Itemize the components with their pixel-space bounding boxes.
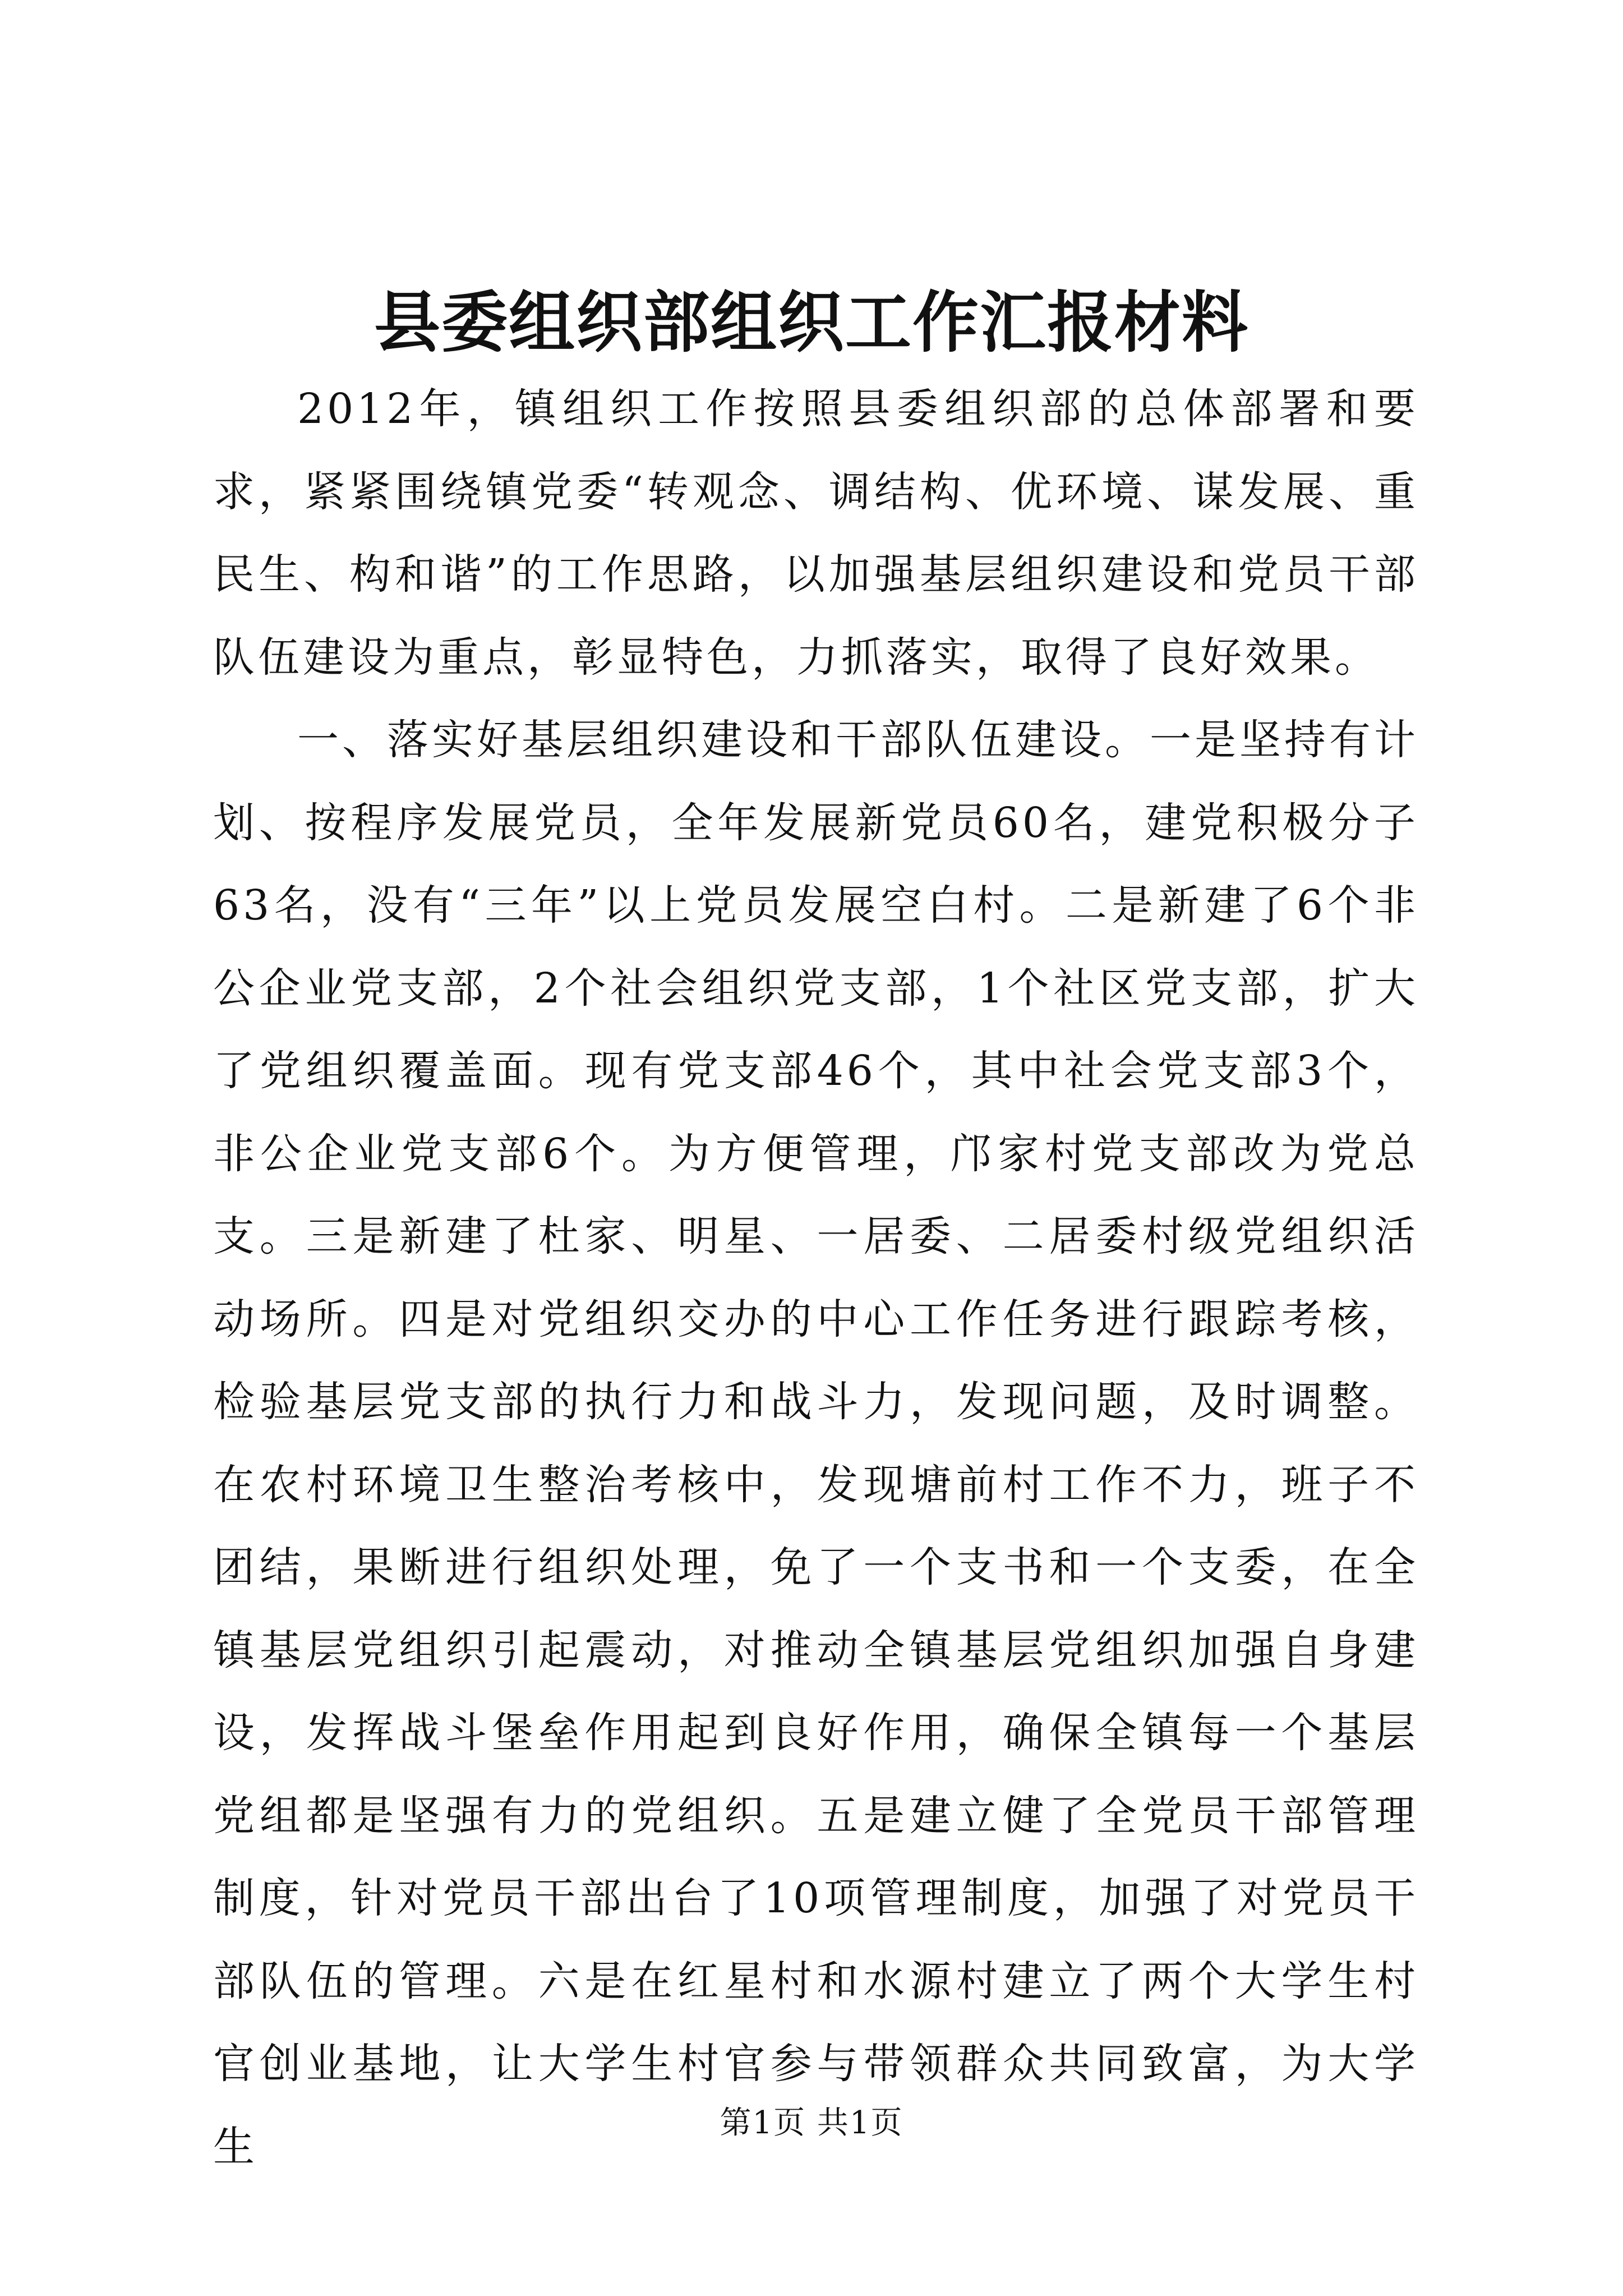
- paragraph-section-one: 一、落实好基层组织建设和干部队伍建设。一是坚持有计划、按程序发展党员，全年发展新党员60名，建党积极分子63名，没有“三年”以上党员发展空白村。二是新建了6个非公企业党支部，2个社会组织党支部，1个社区党支部，扩大了党组织覆盖面。现有党支部46个，其中社会党支部3个，非公企业党支部6个。为方便管理，邝家村党支部改为党总支。三是新建了杜家、明星、一居委、二居委村级党组织活动场所。四是对党组织交办的中心工作任务进行跟踪考核，检验基层党支部的执行力和战斗力，发现问题，及时调整。在农村环境卫生整治考核中，发现塘前村工作不力，班子不团结，果断进行组织处理，免了一个支书和一个支委，在全镇基层党组织引起震动，对推动全镇基层党组织加强自身建设，发挥战斗堡垒作用起到良好作用，确保全镇每一个基层党组都是坚强有力的党组织。五是建立健了全党员干部管理制度，针对党员干部出台了10项管理制度，加强了对党员干部队伍的管理。六是在红星村和水源村建立了两个大学生村官创业基地，让大学生村官参与带领群众共同致富，为大学生: [213, 716, 1419, 2171]
- paragraph-intro: 2012年，镇组织工作按照县委组织部的总体部署和要求，紧紧围绕镇党委“转观念、调结构、优环境、谋发展、重民生、构和谐”的工作思路，以加强基层组织建设和党员干部队伍建设为重点，彰显特色，力抓落实，取得了良好效果。: [213, 385, 1419, 682]
- page-footer: 第1页 共1页: [720, 2105, 903, 2141]
- document-body: [213, 368, 1419, 2188]
- page-title: 县委组织部组织工作汇报材料: [374, 283, 1249, 361]
